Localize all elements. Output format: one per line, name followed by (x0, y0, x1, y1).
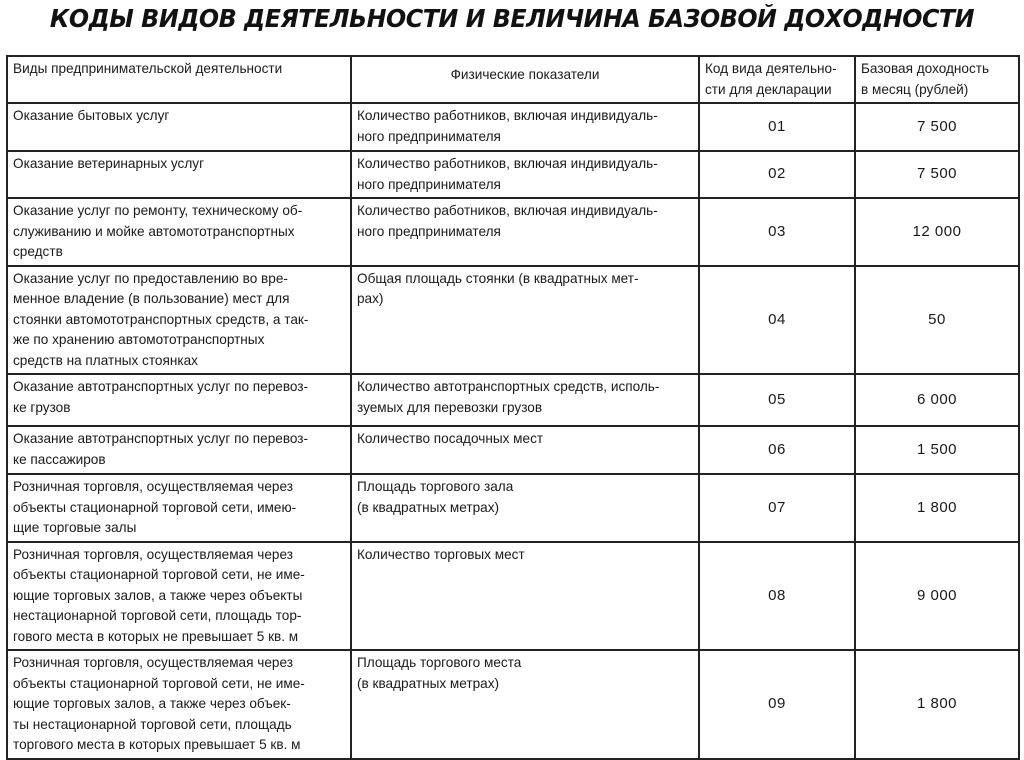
activity-cell: Розничная торговля, осуществляемая через объекты стационарной торговой сети, не име- ющие торговых залов, а также через объек- ты нестационарной торговой сети, площадь торгового места в которых превышает 5 кв. м (7, 650, 351, 759)
indicator-cell: Количество посадочных мест (351, 426, 699, 474)
code-cell: 07 (699, 474, 855, 542)
table-row (7, 198, 1019, 266)
activity-cell: Оказание услуг по ремонту, техническому об- служиванию и мойке автомототранспортных средств (7, 198, 351, 266)
header-activity: Виды предпринимательской деятельности (7, 56, 351, 103)
code-cell: 09 (699, 650, 855, 759)
value-cell: 50 (855, 266, 1019, 375)
table-header-row (7, 56, 1019, 103)
activity-cell: Оказание бытовых услуг (7, 103, 351, 151)
table-row (7, 266, 1019, 375)
indicator-cell: Количество работников, включая индивидуаль- ного предпринимателя (351, 103, 699, 151)
header-code: Код вида деятельно- сти для декларации (699, 56, 855, 103)
indicator-cell: Площадь торгового места (в квадратных метрах) (351, 650, 699, 759)
value-cell: 1 500 (855, 426, 1019, 474)
table-row (7, 103, 1019, 151)
indicator-cell: Общая площадь стоянки (в квадратных мет- рах) (351, 266, 699, 375)
value-cell: 1 800 (855, 474, 1019, 542)
indicator-cell: Количество работников, включая индивидуаль- ного предпринимателя (351, 198, 699, 266)
code-cell: 03 (699, 198, 855, 266)
activity-codes-table (6, 55, 1020, 760)
activity-cell: Розничная торговля, осуществляемая через объекты стационарной торговой сети, не име- ющие торговых залов, а также через объекты нестационарной торговой сети, площадь тор- гового места в которых не превышает 5 кв. м (7, 542, 351, 651)
header-value: Базовая доходность в месяц (рублей) (855, 56, 1019, 103)
activity-cell: Розничная торговля, осуществляемая через объекты стационарной торговой сети, имею- щие торговые залы (7, 474, 351, 542)
activity-cell: Оказание ветеринарных услуг (7, 151, 351, 198)
value-cell: 12 000 (855, 198, 1019, 266)
indicator-cell: Площадь торгового зала (в квадратных метрах) (351, 474, 699, 542)
activity-cell: Оказание автотранспортных услуг по перевоз- ке пассажиров (7, 426, 351, 474)
value-cell: 7 500 (855, 151, 1019, 198)
indicator-cell: Количество работников, включая индивидуаль- ного предпринимателя (351, 151, 699, 198)
value-cell: 6 000 (855, 374, 1019, 426)
code-cell: 08 (699, 542, 855, 651)
table-row (7, 426, 1019, 474)
indicator-cell: Количество торговых мест (351, 542, 699, 651)
table-row (7, 151, 1019, 198)
value-cell: 1 800 (855, 650, 1019, 759)
header-indicator: Физические показатели (351, 56, 699, 103)
indicator-cell: Количество автотранспортных средств, исполь- зуемых для перевозки грузов (351, 374, 699, 426)
value-cell: 9 000 (855, 542, 1019, 651)
code-cell: 02 (699, 151, 855, 198)
value-cell: 7 500 (855, 103, 1019, 151)
page-title: КОДЫ ВИДОВ ДЕЯТЕЛЬНОСТИ И ВЕЛИЧИНА БАЗОВОЙ ДОХОДНОСТИ (49, 4, 975, 33)
activity-cell: Оказание услуг по предоставлению во вре- менное владение (в пользование) мест для стоянки автомототранспортных средств, а так- же по хранению автомототранспортных средств на платных стоянках (7, 266, 351, 375)
activity-cell: Оказание автотранспортных услуг по перевоз- ке грузов (7, 374, 351, 426)
code-cell: 06 (699, 426, 855, 474)
code-cell: 05 (699, 374, 855, 426)
table-row (7, 474, 1019, 542)
code-cell: 01 (699, 103, 855, 151)
table-row (7, 650, 1019, 759)
table-row (7, 542, 1019, 651)
table-row (7, 374, 1019, 426)
code-cell: 04 (699, 266, 855, 375)
